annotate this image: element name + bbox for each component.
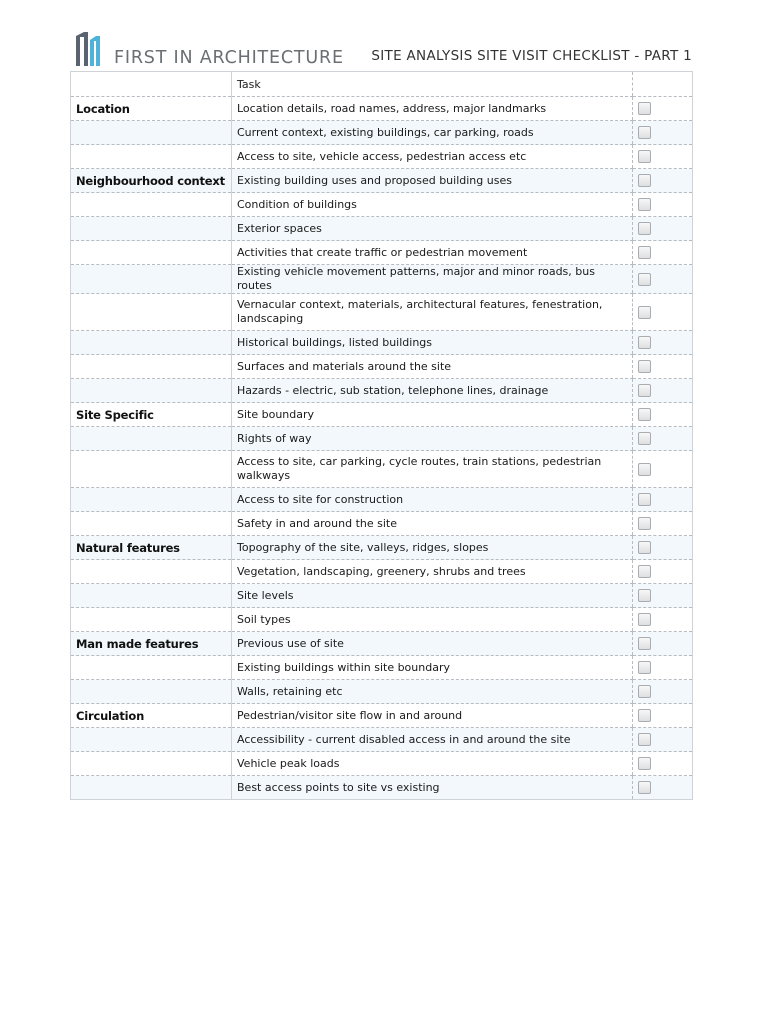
task-checkbox[interactable] <box>638 589 651 602</box>
checkbox-cell <box>633 728 693 752</box>
checkbox-cell <box>633 584 693 608</box>
table-row <box>71 241 693 265</box>
task-checkbox[interactable] <box>638 613 651 626</box>
table-row <box>71 752 693 776</box>
table-row <box>71 451 693 488</box>
checkbox-cell <box>633 776 693 800</box>
table-row <box>71 584 693 608</box>
checkbox-cell <box>633 294 693 331</box>
task-cell: Soil types <box>232 608 633 632</box>
category-cell <box>71 331 232 355</box>
task-checkbox[interactable] <box>638 384 651 397</box>
category-cell <box>71 608 232 632</box>
task-checkbox[interactable] <box>638 102 651 115</box>
category-cell <box>71 512 232 536</box>
category-cell <box>71 193 232 217</box>
checkbox-cell <box>633 145 693 169</box>
task-checkbox[interactable] <box>638 360 651 373</box>
table-row <box>71 145 693 169</box>
category-cell <box>71 451 232 488</box>
task-cell: Existing building uses and proposed building uses <box>232 169 633 193</box>
task-checkbox[interactable] <box>638 246 651 259</box>
task-checkbox[interactable] <box>638 273 651 286</box>
checkbox-cell <box>633 608 693 632</box>
table-row <box>71 379 693 403</box>
task-cell: Hazards - electric, sub station, telephone lines, drainage <box>232 379 633 403</box>
task-checkbox[interactable] <box>638 150 651 163</box>
task-cell: Site levels <box>232 584 633 608</box>
task-cell: Previous use of site <box>232 632 633 656</box>
task-cell: Current context, existing buildings, car parking, roads <box>232 121 633 145</box>
task-cell: Walls, retaining etc <box>232 680 633 704</box>
checklist-body <box>71 97 693 800</box>
checklist-table <box>70 71 693 800</box>
checkbox-cell <box>633 488 693 512</box>
category-cell: Site Specific <box>71 403 232 427</box>
task-checkbox[interactable] <box>638 463 651 476</box>
document-title: SITE ANALYSIS SITE VISIT CHECKLIST - PART 1 <box>371 48 692 64</box>
task-checkbox[interactable] <box>638 661 651 674</box>
task-checkbox[interactable] <box>638 174 651 187</box>
task-cell: Existing vehicle movement patterns, major and minor roads, bus routes <box>232 265 633 294</box>
category-cell: Neighbourhood context <box>71 169 232 193</box>
category-cell <box>71 488 232 512</box>
checkbox-cell <box>633 265 693 294</box>
checkbox-cell <box>633 121 693 145</box>
task-checkbox[interactable] <box>638 541 651 554</box>
table-row <box>71 97 693 121</box>
table-row <box>71 488 693 512</box>
task-cell: Existing buildings within site boundary <box>232 656 633 680</box>
checkbox-cell <box>633 536 693 560</box>
table-row <box>71 169 693 193</box>
checkbox-cell <box>633 403 693 427</box>
task-cell: Exterior spaces <box>232 217 633 241</box>
task-cell: Safety in and around the site <box>232 512 633 536</box>
category-cell <box>71 680 232 704</box>
task-checkbox[interactable] <box>638 685 651 698</box>
task-checkbox[interactable] <box>638 408 651 421</box>
task-cell: Vernacular context, materials, architectural features, fenestration, landscaping <box>232 294 633 331</box>
task-checkbox[interactable] <box>638 733 651 746</box>
task-checkbox[interactable] <box>638 517 651 530</box>
checkbox-cell <box>633 427 693 451</box>
category-cell: Man made features <box>71 632 232 656</box>
checkbox-cell <box>633 193 693 217</box>
table-header-row <box>71 72 693 97</box>
checkbox-cell <box>633 379 693 403</box>
checkbox-cell <box>633 632 693 656</box>
table-row <box>71 656 693 680</box>
table-row <box>71 728 693 752</box>
category-column-header <box>71 72 232 97</box>
task-checkbox[interactable] <box>638 637 651 650</box>
task-checkbox[interactable] <box>638 336 651 349</box>
checkbox-cell <box>633 752 693 776</box>
task-cell: Activities that create traffic or pedestrian movement <box>232 241 633 265</box>
task-cell: Access to site, car parking, cycle routes, train stations, pedestrian walkways <box>232 451 633 488</box>
table-row <box>71 217 693 241</box>
checkbox-cell <box>633 97 693 121</box>
task-checkbox[interactable] <box>638 709 651 722</box>
category-cell <box>71 379 232 403</box>
table-row <box>71 776 693 800</box>
task-cell: Location details, road names, address, major landmarks <box>232 97 633 121</box>
table-row <box>71 294 693 331</box>
task-cell: Topography of the site, valleys, ridges, slopes <box>232 536 633 560</box>
table-row <box>71 512 693 536</box>
task-checkbox[interactable] <box>638 198 651 211</box>
task-checkbox[interactable] <box>638 222 651 235</box>
category-cell: Circulation <box>71 704 232 728</box>
category-cell <box>71 217 232 241</box>
table-row <box>71 680 693 704</box>
table-row <box>71 331 693 355</box>
category-cell <box>71 265 232 294</box>
checkbox-cell <box>633 680 693 704</box>
table-row <box>71 632 693 656</box>
category-cell <box>71 355 232 379</box>
table-row <box>71 536 693 560</box>
category-cell <box>71 776 232 800</box>
checkbox-cell <box>633 512 693 536</box>
checkbox-cell <box>633 169 693 193</box>
category-cell <box>71 728 232 752</box>
task-cell: Access to site, vehicle access, pedestrian access etc <box>232 145 633 169</box>
checkbox-cell <box>633 560 693 584</box>
task-checkbox[interactable] <box>638 565 651 578</box>
checkbox-cell <box>633 331 693 355</box>
category-cell: Location <box>71 97 232 121</box>
page-header <box>70 30 692 70</box>
category-cell <box>71 584 232 608</box>
table-row <box>71 560 693 584</box>
task-cell: Condition of buildings <box>232 193 633 217</box>
task-cell: Accessibility - current disabled access in and around the site <box>232 728 633 752</box>
task-checkbox[interactable] <box>638 781 651 794</box>
category-cell <box>71 752 232 776</box>
table-row <box>71 427 693 451</box>
category-cell <box>71 145 232 169</box>
task-cell: Vegetation, landscaping, greenery, shrubs and trees <box>232 560 633 584</box>
task-cell: Vehicle peak loads <box>232 752 633 776</box>
checkbox-cell <box>633 241 693 265</box>
table-row <box>71 608 693 632</box>
task-checkbox[interactable] <box>638 432 651 445</box>
category-cell <box>71 241 232 265</box>
task-cell: Best access points to site vs existing <box>232 776 633 800</box>
category-cell <box>71 560 232 584</box>
checkbox-cell <box>633 355 693 379</box>
check-column-header <box>633 72 693 97</box>
checkbox-cell <box>633 451 693 488</box>
category-cell <box>71 294 232 331</box>
task-cell: Pedestrian/visitor site flow in and around <box>232 704 633 728</box>
table-row <box>71 355 693 379</box>
category-cell <box>71 427 232 451</box>
building-logo-icon <box>74 30 110 66</box>
task-checkbox[interactable] <box>638 126 651 139</box>
task-checkbox[interactable] <box>638 306 651 319</box>
table-row <box>71 403 693 427</box>
category-cell <box>71 656 232 680</box>
task-cell: Rights of way <box>232 427 633 451</box>
category-cell <box>71 121 232 145</box>
task-cell: Historical buildings, listed buildings <box>232 331 633 355</box>
task-checkbox[interactable] <box>638 493 651 506</box>
task-cell: Surfaces and materials around the site <box>232 355 633 379</box>
task-checkbox[interactable] <box>638 757 651 770</box>
task-column-header: Task <box>232 72 633 97</box>
checkbox-cell <box>633 217 693 241</box>
table-row <box>71 265 693 294</box>
table-row <box>71 121 693 145</box>
task-cell: Access to site for construction <box>232 488 633 512</box>
category-cell: Natural features <box>71 536 232 560</box>
table-row <box>71 704 693 728</box>
task-cell: Site boundary <box>232 403 633 427</box>
brand-name: FIRST IN ARCHITECTURE <box>114 48 344 68</box>
checkbox-cell <box>633 656 693 680</box>
table-row <box>71 193 693 217</box>
checkbox-cell <box>633 704 693 728</box>
